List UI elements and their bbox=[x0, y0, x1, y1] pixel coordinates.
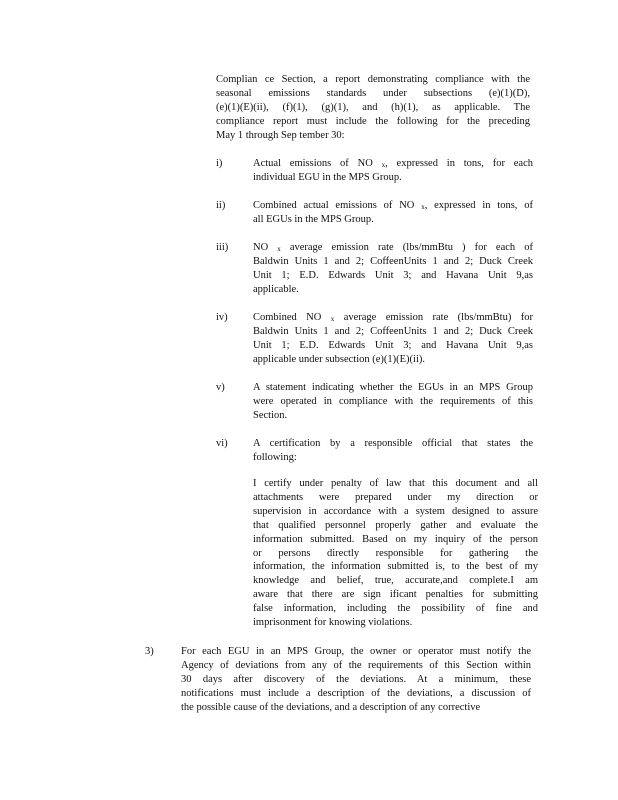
section-3-number: 3) bbox=[145, 646, 154, 657]
text-segment: applicable under subsection (e)(1)(E)(ii). bbox=[253, 353, 426, 365]
text-segment: A statement indicating whether the EGUs in an MPS Group bbox=[253, 382, 533, 393]
intro-paragraph bbox=[216, 73, 530, 143]
text-line: compliance report must include the following for the preceding bbox=[216, 115, 530, 127]
text-line: knowledge and belief, true, accurate,and complete.I am bbox=[253, 575, 538, 587]
item-number: ii) bbox=[216, 200, 226, 211]
text-line: supervision in accordance with a system designed to assure bbox=[253, 505, 538, 517]
text-line: false information, including the possibility of fine and bbox=[253, 603, 538, 615]
text-line: information submitted. Based on my inquiry of the person bbox=[253, 533, 538, 545]
text-line bbox=[253, 199, 533, 213]
subscript: x bbox=[381, 161, 386, 169]
text-segment: Baldwin Units 1 and 2; CoffeenUnits 1 and 2; Duck Creek bbox=[253, 325, 533, 337]
text-line bbox=[253, 409, 533, 423]
text-segment: following: bbox=[253, 451, 297, 463]
text-line bbox=[253, 241, 533, 255]
text-line: Complian ce Section, a report demonstrating compliance with the bbox=[216, 74, 530, 85]
text-segment: A certification by a responsible official that states the bbox=[253, 438, 533, 449]
text-segment: Section. bbox=[253, 409, 288, 421]
text-line: (e)(1)(E)(ii), (f)(1), (g)(1), and (h)(1), as applicable. The bbox=[216, 101, 530, 113]
text-line: I certify under penalty of law that this document and all bbox=[253, 478, 538, 489]
section-3-paragraph bbox=[181, 645, 531, 715]
text-segment: average emission rate (lbs/mmBtu ) for each of bbox=[280, 242, 533, 253]
item-text bbox=[253, 381, 533, 423]
text-segment: individual EGU in the MPS Group. bbox=[253, 171, 402, 183]
text-line: that qualified personnel properly gather and evaluate the bbox=[253, 519, 538, 531]
text-line: 30 days after discovery of the deviations. At a minimum, these bbox=[181, 673, 531, 685]
text-line: May 1 through Sep tember 30: bbox=[216, 129, 345, 141]
item-text bbox=[253, 199, 533, 227]
item-number: i) bbox=[216, 158, 223, 169]
subscript: x bbox=[330, 315, 335, 323]
item-text bbox=[253, 437, 533, 465]
item-text bbox=[253, 241, 533, 297]
text-segment: Combined NO bbox=[253, 312, 331, 323]
item-text bbox=[253, 157, 533, 185]
text-line bbox=[253, 381, 533, 395]
text-segment: Unit 1; E.D. Edwards Unit 3; and Havana Unit 9,as bbox=[253, 269, 533, 281]
text-segment: were operated in compliance with the requirements of this bbox=[253, 395, 533, 407]
text-line: the possible cause of the deviations, and a description of any corrective bbox=[181, 701, 481, 713]
subscript: x bbox=[277, 245, 281, 253]
text-segment: Baldwin Units 1 and 2; CoffeenUnits 1 and 2; Duck Creek bbox=[253, 255, 533, 267]
item-number: iii) bbox=[216, 242, 229, 253]
subscript: x bbox=[421, 203, 425, 211]
text-line bbox=[253, 283, 533, 297]
text-line bbox=[253, 255, 533, 269]
text-line: Agency of deviations from any of the requirements of this Section within bbox=[181, 659, 531, 671]
text-line bbox=[253, 353, 533, 367]
text-line bbox=[253, 325, 533, 339]
item-number: v) bbox=[216, 382, 225, 393]
text-segment: , expressed in tons, of bbox=[424, 200, 533, 211]
text-line bbox=[253, 269, 533, 283]
text-line: or persons directly responsible for gathering the bbox=[253, 547, 538, 559]
item-text bbox=[253, 311, 533, 367]
item-number: vi) bbox=[216, 438, 228, 449]
text-line bbox=[253, 171, 533, 185]
text-segment: NO bbox=[253, 242, 278, 253]
text-line bbox=[253, 339, 533, 353]
text-line: notifications must include a description of the deviations, a discussion of bbox=[181, 687, 531, 699]
text-line bbox=[253, 311, 533, 325]
text-line bbox=[253, 437, 533, 451]
certification-statement bbox=[253, 477, 538, 630]
text-line: aware that there are sign ificant penalties for submitting bbox=[253, 589, 538, 601]
text-segment: Actual emissions of NO bbox=[253, 158, 382, 169]
text-line: For each EGU in an MPS Group, the owner or operator must notify the bbox=[181, 646, 531, 657]
text-segment: Unit 1; E.D. Edwards Unit 3; and Havana Unit 9,as bbox=[253, 339, 533, 351]
text-line: imprisonment for knowing violations. bbox=[253, 617, 413, 629]
text-segment: Combined actual emissions of NO bbox=[253, 200, 422, 211]
text-line bbox=[253, 157, 533, 171]
text-line: seasonal emissions standards under subsections (e)(1)(D), bbox=[216, 87, 530, 99]
item-number: iv) bbox=[216, 312, 228, 323]
text-line bbox=[253, 213, 533, 227]
text-line bbox=[253, 395, 533, 409]
text-segment: , expressed in tons, for each bbox=[385, 158, 534, 169]
text-line bbox=[253, 451, 533, 465]
text-line: attachments were prepared under my direction or bbox=[253, 491, 538, 503]
text-segment: average emission rate (lbs/mmBtu) for bbox=[334, 312, 533, 323]
text-line: information, the information submitted is, to the best of my bbox=[253, 561, 538, 573]
text-segment: applicable. bbox=[253, 283, 299, 295]
text-segment: all EGUs in the MPS Group. bbox=[253, 213, 374, 225]
